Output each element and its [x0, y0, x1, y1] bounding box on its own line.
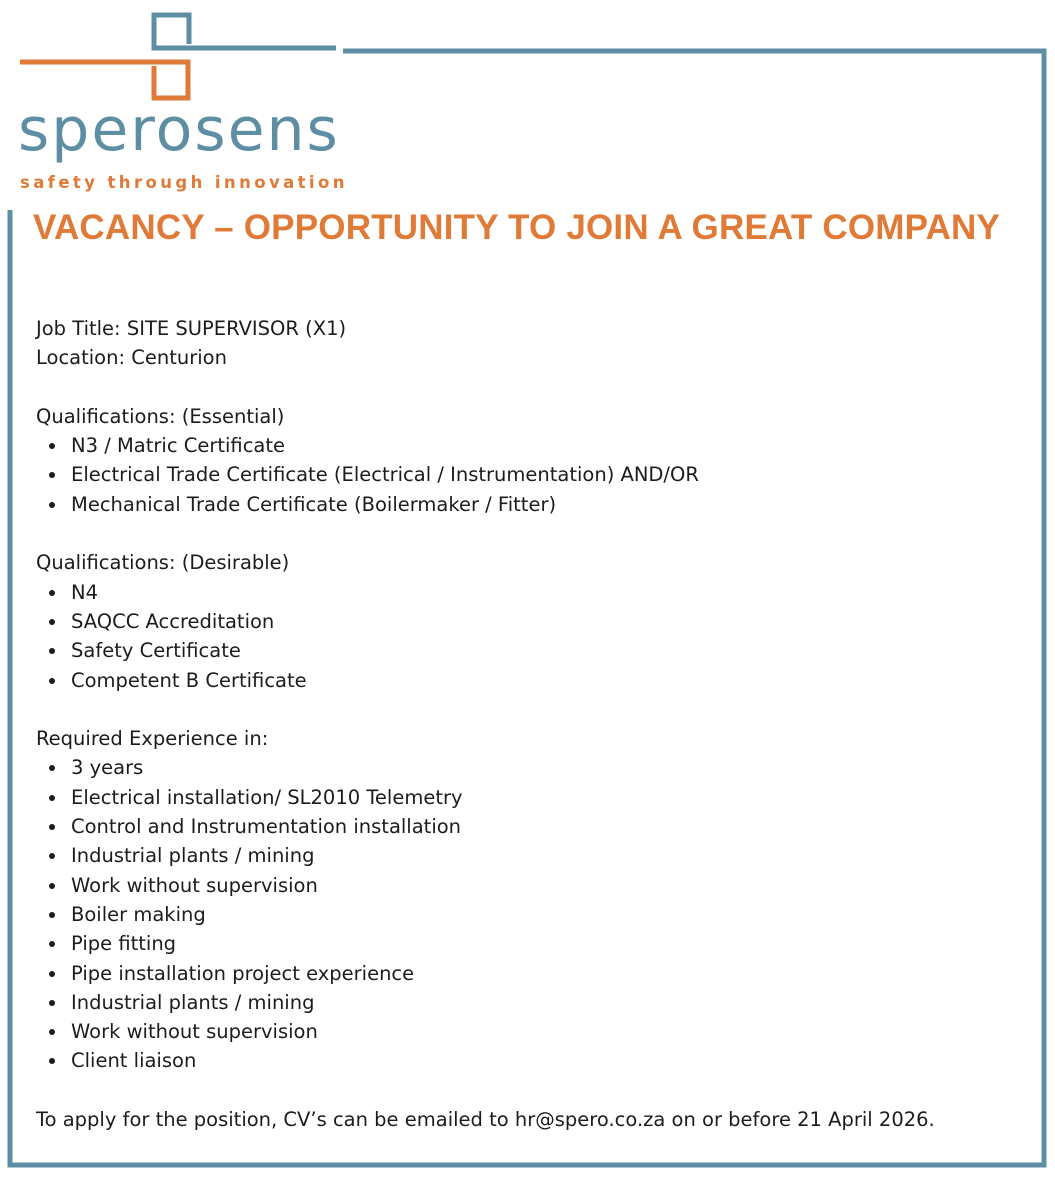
essential-heading: Qualifications: (Essential): [36, 404, 285, 428]
list-item: 3 years: [36, 753, 1026, 782]
vacancy-headline: VACANCY – OPPORTUNITY TO JOIN A GREAT COMPANY: [33, 208, 1001, 247]
desirable-list: [36, 578, 1026, 695]
desirable-heading: Qualifications: (Desirable): [36, 551, 290, 575]
list-item: Control and Instrumentation installation: [36, 812, 1026, 841]
list-item: Industrial plants / mining: [36, 988, 1026, 1017]
list-item: Mechanical Trade Certificate (Boilermaker / Fitter): [36, 490, 1026, 519]
brand-tagline: safety through innovation: [20, 173, 348, 192]
list-item: Pipe installation project experience: [36, 959, 1026, 988]
apply-instructions: To apply for the position, CV’s can be emailed to hr@spero.co.za on or before 21 April 2026.: [36, 1108, 935, 1132]
list-item: Electrical Trade Certificate (Electrical / Instrumentation) AND/OR: [36, 460, 1026, 489]
list-item: Boiler making: [36, 900, 1026, 929]
list-item: Safety Certificate: [36, 636, 1026, 665]
list-item: Electrical installation/ SL2010 Telemetry: [36, 783, 1026, 812]
list-item: Client liaison: [36, 1046, 1026, 1075]
experience-list: [36, 753, 1026, 1075]
list-item: SAQCC Accreditation: [36, 607, 1026, 636]
list-item: Competent B Certificate: [36, 666, 1026, 695]
job-title: Job Title: SITE SUPERVISOR (X1): [36, 317, 347, 340]
list-item: Pipe fitting: [36, 929, 1026, 958]
essential-list: [36, 431, 1026, 519]
experience-heading: Required Experience in:: [36, 727, 269, 751]
list-item: Industrial plants / mining: [36, 841, 1026, 870]
list-item: Work without supervision: [36, 1017, 1026, 1046]
job-details: [36, 314, 1026, 1134]
brand-name: sperosens: [18, 95, 340, 165]
list-item: N4: [36, 578, 1026, 607]
list-item: Work without supervision: [36, 871, 1026, 900]
list-item: N3 / Matric Certificate: [36, 431, 1026, 460]
job-location: Location: Centurion: [36, 346, 227, 370]
